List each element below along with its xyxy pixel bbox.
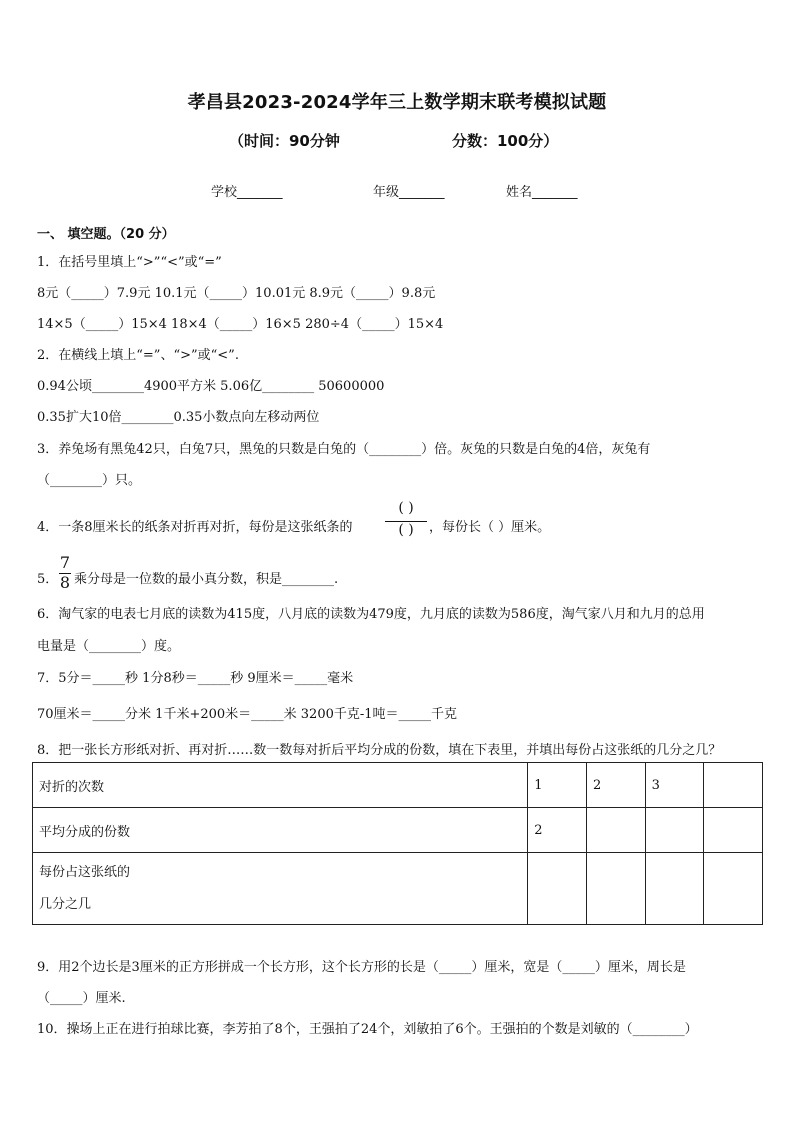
question-7-row-2: 70厘米＝_____分米 1千米+200米＝_____米 3200千克-1吨＝_____千克 <box>37 707 458 722</box>
page-title: 孝昌县2023-2024学年三上数学期末联考模拟试题 <box>187 92 607 113</box>
table-row-label: 平均分成的份数 <box>33 808 528 853</box>
question-7-row-1: 7．5分＝_____秒 1分8秒＝_____秒 9厘米＝_____毫米 <box>37 671 354 686</box>
row-label-line-2: 几分之几 <box>39 896 92 912</box>
question-1-stem: 1．在括号里填上“>”“<”或“=” <box>37 255 222 270</box>
question-3-line-1: 3．养兔场有黑兔42只，白兔7只，黑兔的只数是白兔的（________）倍。灰兔的只数是白兔的4倍，灰兔有 <box>37 442 651 457</box>
question-6-line-2: 电量是（________）度。 <box>37 639 181 654</box>
table-cell[interactable]: 2 <box>586 763 645 808</box>
table-cell[interactable]: 1 <box>528 763 587 808</box>
fold-table <box>32 762 763 925</box>
table-cell[interactable] <box>645 853 704 925</box>
question-2-row-2: 0.35扩大10倍________0.35小数点向左移动两位 <box>37 410 320 425</box>
question-9-line-1: 9．用2个边长是3厘米的正方形拼成一个长方形，这个长方形的长是（_____）厘米，宽是（_____）厘米，周长是 <box>37 960 686 975</box>
table-cell[interactable] <box>704 808 763 853</box>
question-1-row-2: 14×5（_____）15×4 18×4（_____）16×5 280÷4（_____）15×4 <box>37 317 444 332</box>
question-9-line-2: （_____）厘米. <box>37 991 126 1006</box>
table-cell[interactable] <box>704 763 763 808</box>
name-field: 姓名_______ <box>506 185 578 200</box>
table-row <box>33 808 763 853</box>
table-row-label <box>33 853 528 925</box>
table-cell[interactable]: 3 <box>645 763 704 808</box>
grade-field: 年级_______ <box>373 185 445 200</box>
question-8-stem: 8．把一张长方形纸对折、再对折……数一数每对折后平均分成的份数，填在下表里，并填出每份占这张纸的几分之几？ <box>37 743 722 758</box>
table-row <box>33 763 763 808</box>
question-5-text: 乘分母是一位数的最小真分数，积是________. <box>74 572 339 587</box>
question-3-line-2: （________）只。 <box>37 473 142 488</box>
fraction-numerator: ( ) <box>398 500 414 516</box>
table-row-label: 对折的次数 <box>33 763 528 808</box>
table-cell[interactable] <box>704 853 763 925</box>
table-cell[interactable] <box>528 853 587 925</box>
school-field: 学校_______ <box>211 185 283 200</box>
question-10-line-1: 10．操场上正在进行拍球比赛，李芳拍了8个，王强拍了24个，刘敏拍了6个。王强拍的个数是刘敏的（________） <box>37 1022 698 1037</box>
table-cell[interactable] <box>645 808 704 853</box>
question-6-line-1: 6．淘气家的电表七月底的读数为415度，八月底的读数为479度，九月底的读数为586度，淘气家八月和九月的总用 <box>37 607 705 622</box>
question-2-stem: 2．在横线上填上“=”、“>”或“<”. <box>37 348 239 363</box>
row-label-line-1: 每份占这张纸的 <box>39 864 131 880</box>
section-heading: 一、 填空题。（20 分） <box>37 227 175 242</box>
question-5-number: 5． <box>37 572 59 587</box>
exam-score: 分数：100分） <box>452 132 559 150</box>
table-cell[interactable]: 2 <box>528 808 587 853</box>
question-1-row-1: 8元（_____）7.9元 10.1元（_____）10.01元 8.9元（_____）9.8元 <box>37 286 436 301</box>
question-4-fraction <box>383 500 429 544</box>
table-cell[interactable] <box>586 808 645 853</box>
fraction-denominator: ( ) <box>398 522 414 538</box>
fraction-numerator: 7 <box>59 553 71 572</box>
fraction-denominator: 8 <box>59 573 71 592</box>
question-5-fraction <box>58 553 72 593</box>
table-row <box>33 853 763 925</box>
exam-time: （时间：90分钟 <box>229 132 340 150</box>
question-4-text: 4．一条8厘米长的纸条对折再对折，每份是这张纸条的 <box>37 520 353 535</box>
question-2-row-1: 0.94公顷________4900平方米 5.06亿________ 50600000 <box>37 379 385 394</box>
question-4-text-after: ，每份长（ ）厘米。 <box>429 520 551 535</box>
table-cell[interactable] <box>586 853 645 925</box>
